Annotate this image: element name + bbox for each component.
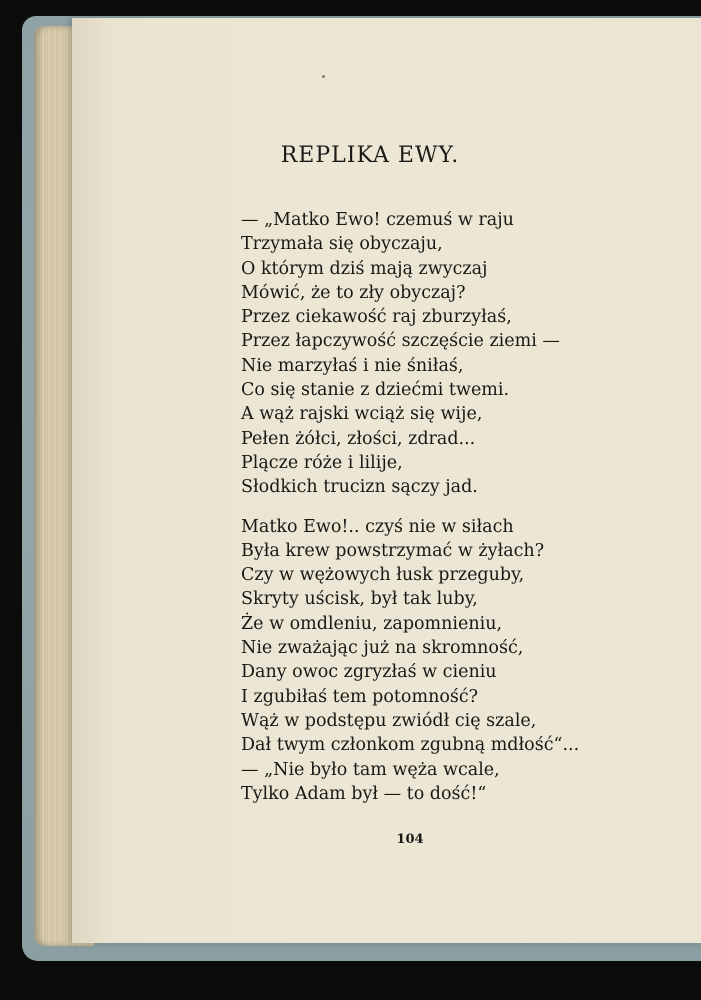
poem-line: Dał twym członkom zgubną mdłość“... [241, 735, 580, 756]
poem-line: Pełen żółci, złości, zdrad... [241, 428, 476, 449]
poem-body [241, 208, 681, 806]
poem-line: Trzymała się obyczaju, [241, 234, 443, 255]
stanza-2 [241, 515, 681, 807]
poem-line: Dany owoc zgryzłaś w cieniu [241, 662, 497, 683]
poem-line: I zgubiłaś tem potomność? [241, 686, 479, 707]
poem-line: Przez ciekawość raj zburzyłaś, [241, 307, 512, 328]
poem-line: Nie marzyłaś i nie śniłaś, [241, 355, 464, 376]
poem-line: Że w omdleniu, zapomnieniu, [241, 613, 503, 634]
poem-line: Matko Ewo!.. czyś nie w siłach [241, 516, 514, 537]
poem-line: Była krew powstrzymać w żyłach? [241, 540, 545, 561]
page-speck [322, 75, 325, 78]
poem-title: REPLIKA EWY. [280, 143, 460, 168]
poem-line: Czy w wężowych łusk przeguby, [241, 565, 525, 586]
poem-line: — „Matko Ewo! czemuś w raju [241, 210, 514, 230]
poem-line: Wąż w podstępu zwiódł cię szale, [241, 710, 537, 731]
stanza-1 [241, 208, 681, 500]
poem-line: — „Nie było tam węża wcale, [241, 759, 500, 780]
poem-line: Słodkich trucizn sączy jad. [241, 477, 478, 498]
poem-line: Skryty uścisk, był tak luby, [241, 589, 478, 610]
page-number: 104 [396, 832, 424, 847]
poem-line: Nie zważając już na skromność, [241, 638, 524, 659]
poem-line: Mówić, że to zły obyczaj? [241, 282, 466, 303]
poem-line: Co się stanie z dziećmi twemi. [241, 380, 510, 401]
poem-line: O którym dziś mają zwyczaj [241, 258, 488, 279]
poem-line: Tylko Adam był — to dość!“ [241, 783, 487, 804]
poem-line: Przez łapczywość szczęście ziemi — [241, 331, 560, 352]
poem-line: Plącze róże i lilije, [241, 452, 403, 473]
poem-line: A wąż rajski wciąż się wije, [241, 404, 483, 425]
